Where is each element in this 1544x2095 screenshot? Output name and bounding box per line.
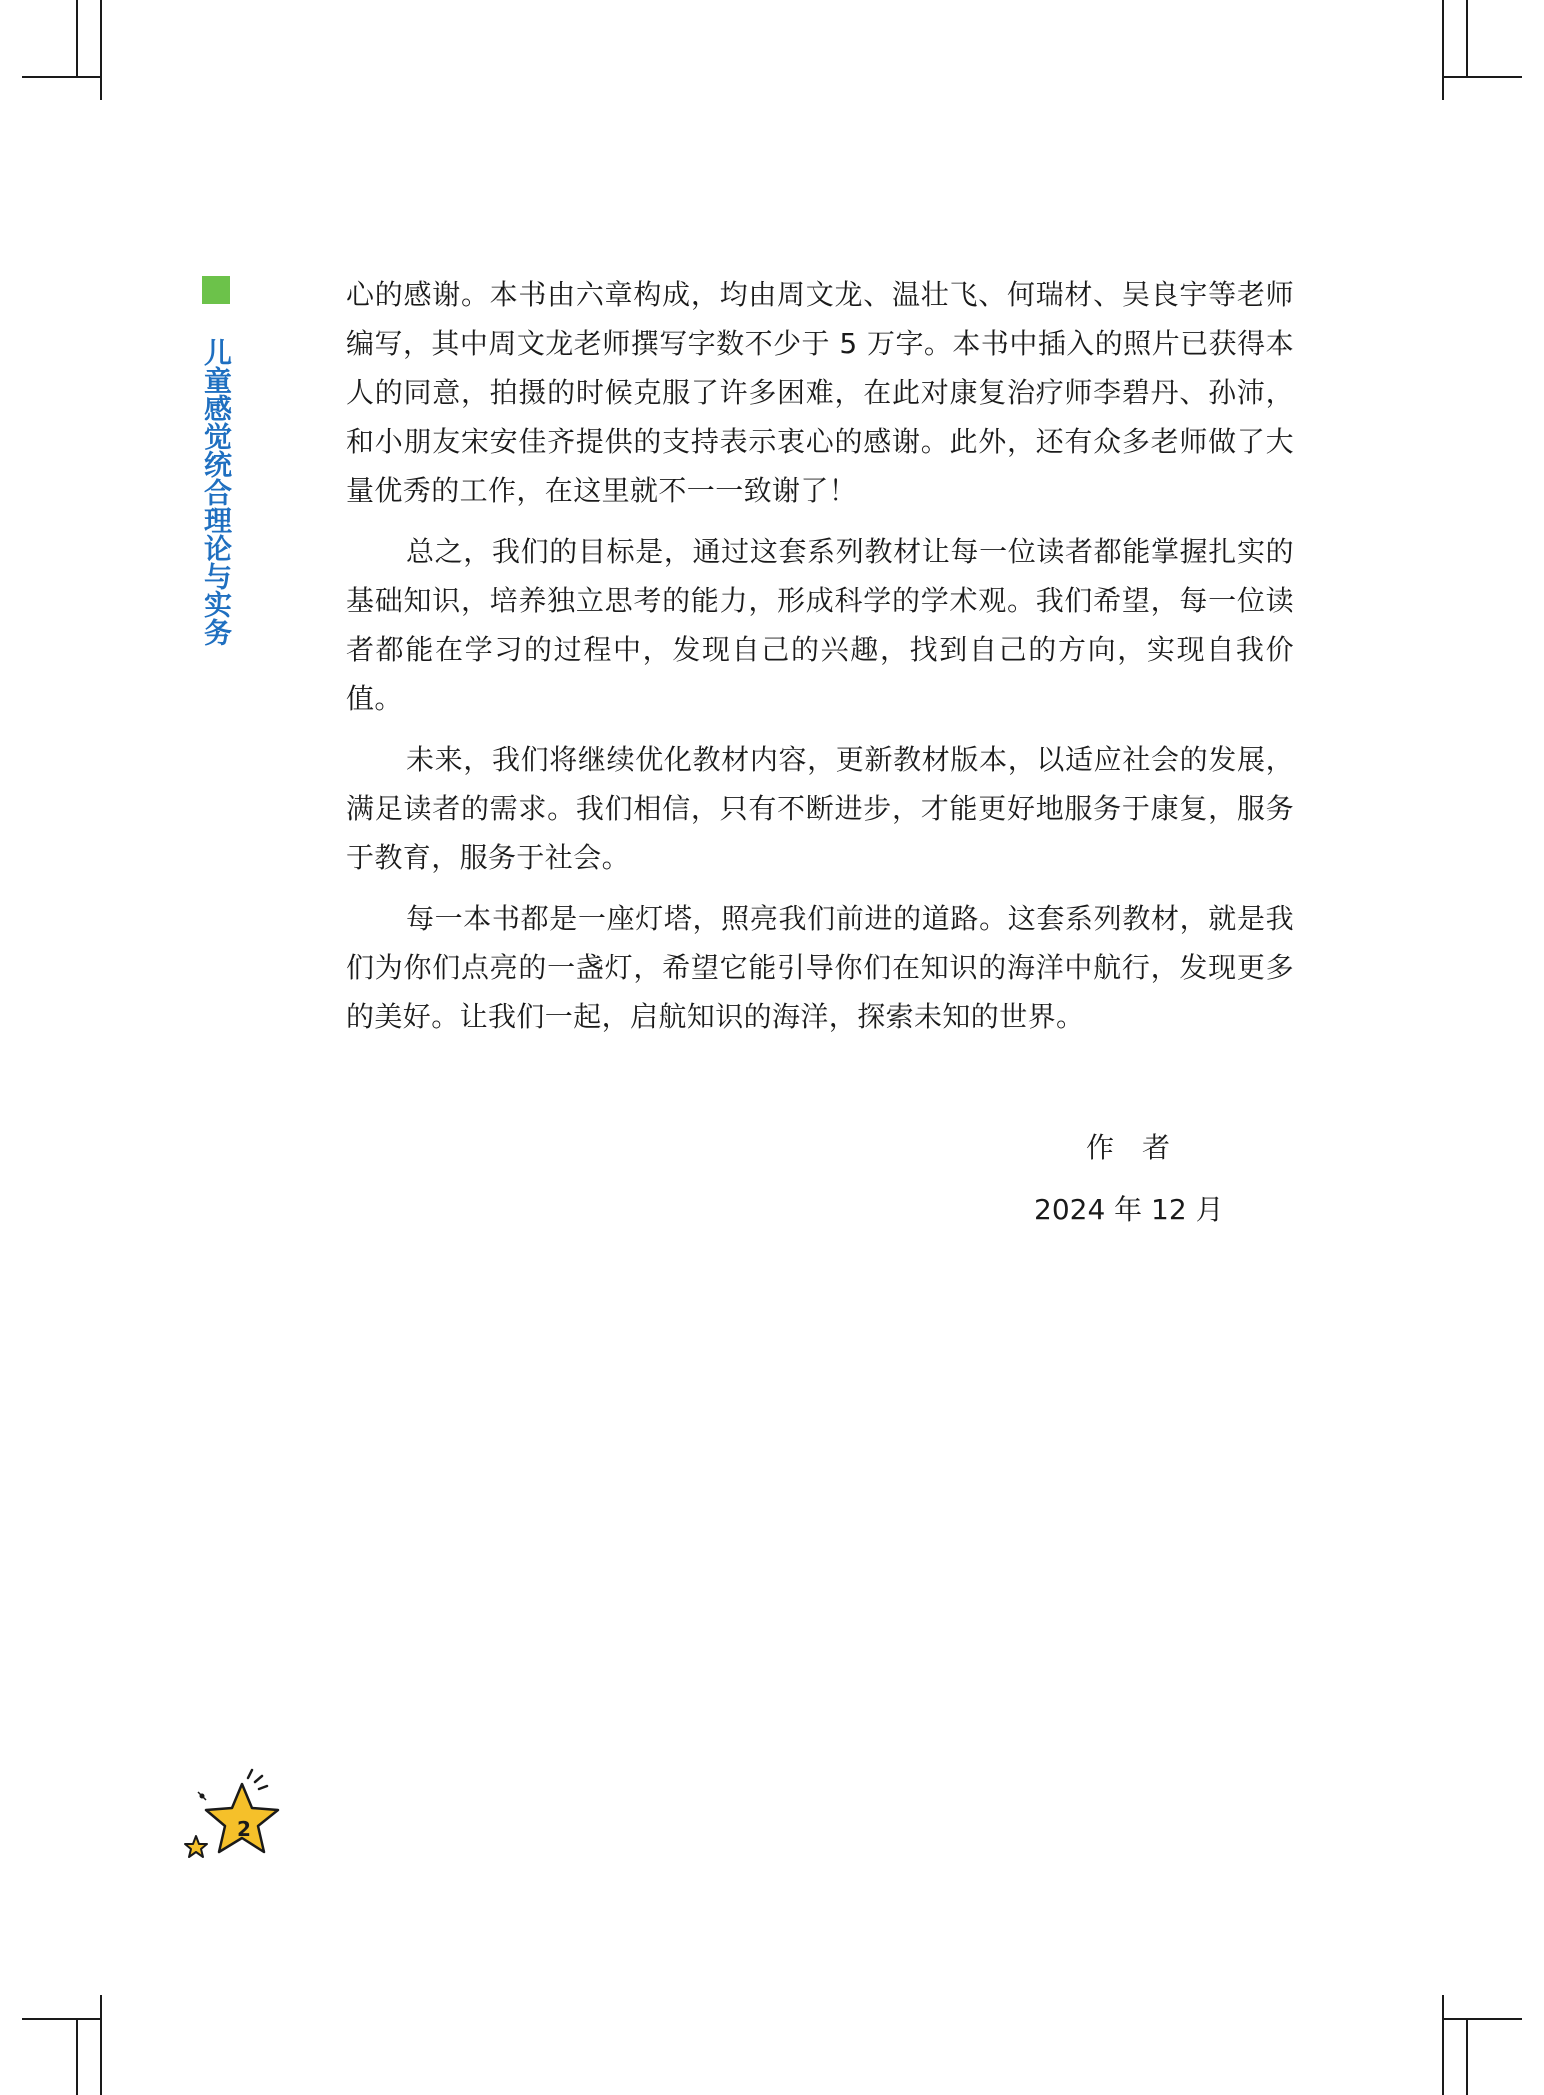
section-marker-square — [202, 276, 230, 304]
crop-mark — [1442, 2018, 1522, 2020]
crop-mark — [1442, 1995, 1444, 2095]
running-book-title: 儿童感觉统合理论与实务 — [200, 338, 233, 646]
paragraph: 心的感谢。本书由六章构成，均由周文龙、温壮飞、何瑞材、吴良宇等老师编写，其中周文龙老师撰写字数不少于 5 万字。本书中插入的照片已获得本人的同意，拍摄的时候克服了许多困难，在此对康复治疗师李碧丹、孙沛，和小朋友宋安佳齐提供的支持表示衷心的感谢。此外，还有众多老师做了大量优秀的工作，在这里就不一一致谢了！ — [346, 278, 1294, 507]
page-number: 2 — [237, 1817, 251, 1841]
crop-mark — [100, 0, 102, 100]
signature-author: 作者 — [1086, 1131, 1199, 1164]
paragraph: 未来，我们将继续优化教材内容，更新教材版本，以适应社会的发展，满足读者的需求。我们相信，只有不断进步，才能更好地服务于康复，服务于教育，服务于社会。 — [346, 743, 1294, 874]
paragraph: 每一本书都是一座灯塔，照亮我们前进的道路。这套系列教材，就是我们为你们点亮的一盏灯，希望它能引导你们在知识的海洋中航行，发现更多的美好。让我们一起，启航知识的海洋，探索未知的世界。 — [346, 902, 1294, 1033]
signature-date: 2024 年 12 月 — [1034, 1193, 1224, 1226]
crop-mark — [1442, 0, 1444, 100]
crop-mark — [76, 0, 78, 76]
paragraph: 总之，我们的目标是，通过这套系列教材让每一位读者都能掌握扎实的基础知识，培养独立思考的能力，形成科学的学术观。我们希望，每一位读者都能在学习的过程中，发现自己的兴趣，找到自己的方向，实现自我价值。 — [346, 535, 1294, 715]
crop-mark — [1466, 0, 1468, 76]
crop-mark — [76, 2018, 78, 2095]
crop-mark — [1442, 76, 1522, 78]
preface-body — [346, 270, 1294, 1053]
crop-mark — [1466, 2018, 1468, 2095]
crop-mark — [22, 76, 102, 78]
crop-mark — [100, 1995, 102, 2095]
crop-mark — [22, 2018, 102, 2020]
